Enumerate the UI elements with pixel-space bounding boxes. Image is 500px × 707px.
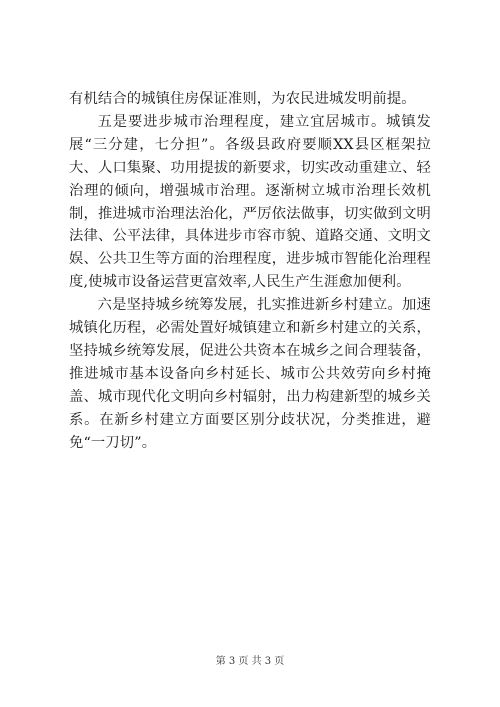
- paragraph-urban-rural-development: 六是坚持城乡统筹发展，扎实推进新乡村建立。加速城镇化历程，必需处置好城镇建立和新乡村建立的关系，坚持城乡统筹发展，促进公共资本在城乡之间合理装备，推进城市基本设备向乡村延长、城市公共效劳向乡村掩盖、城市现代化文明向乡村辐射，出力构建新型的城乡关系。在新乡村建立方面要区别分歧状况，分类推进，避免“一刀切”。: [69, 297, 431, 451]
- body-text: [69, 88, 431, 455]
- page-footer: 第 3 页 共 3 页: [215, 656, 285, 667]
- paragraph-continuation: 有机结合的城镇住房保证准则，为农民进城发明前提。: [69, 91, 416, 107]
- paragraph-urban-governance: 五是要进步城市治理程度，建立宜居城市。城镇发展“三分建，七分担”。各级县政府要顺XX县区框架拉大、人口集聚、功用提拔的新要求，切实改动重建立、轻治理的倾向，增强城市治理。逐渐树立城市治理长效机制，推进城市治理法治化，严厉依法做事，切实做到文明法律、公平法律，具体进步市容市貌、道路交通、文明文娱、公共卫生等方面的治理程度，进步城市智能化治理程度,使城市设备运营更富效率,人民生产生涯愈加便利。: [69, 113, 431, 291]
